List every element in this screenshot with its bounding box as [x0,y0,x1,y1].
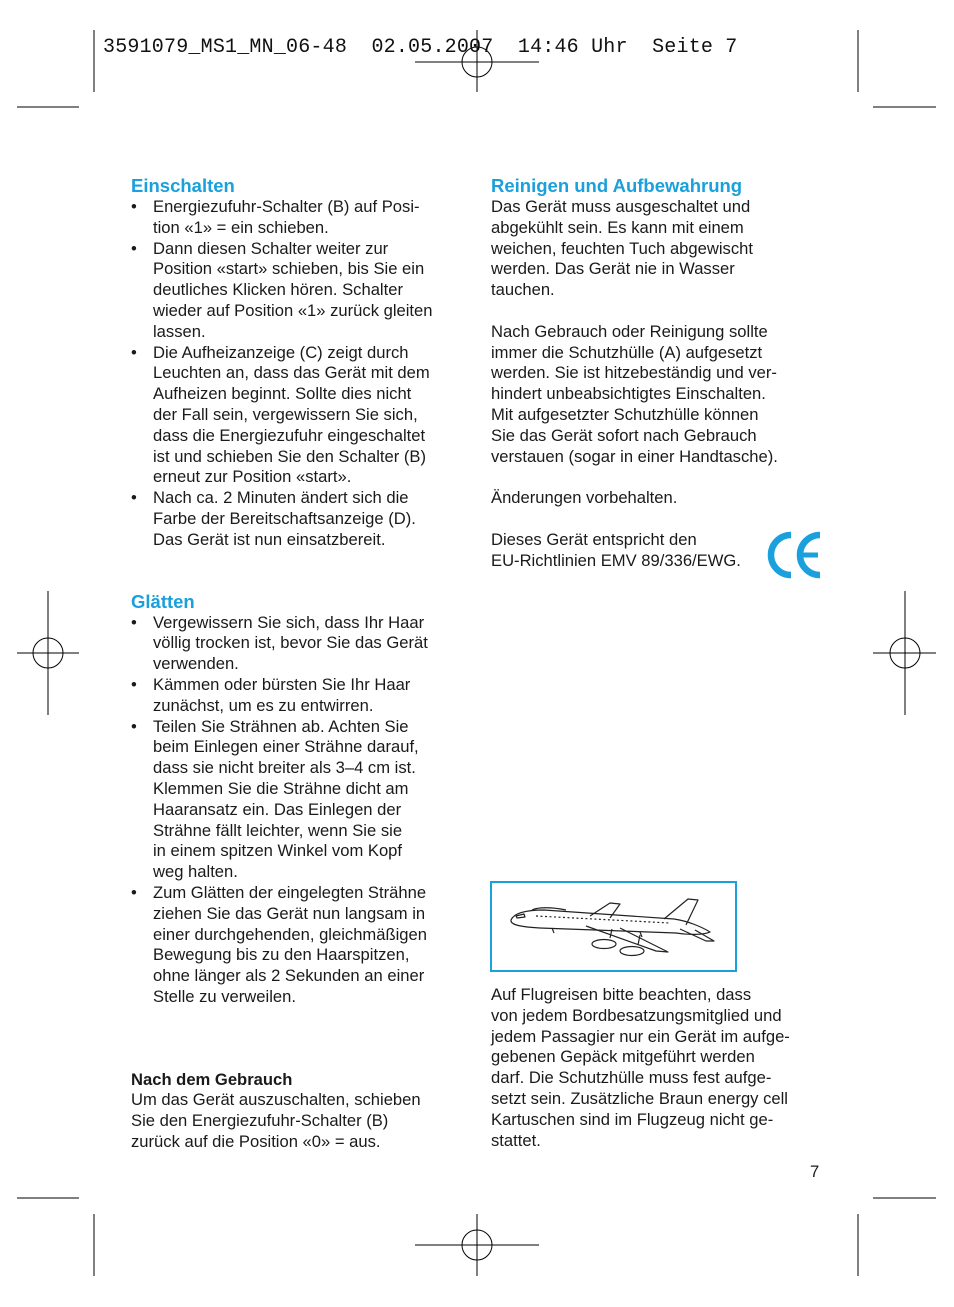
text-line: Aufheizen beginnt. Sollte dies nicht [153,384,412,404]
list-item [131,197,471,239]
text-line: tauchen. [491,280,555,300]
list-item [131,883,471,1008]
text-line: Stelle zu verweilen. [153,986,296,1006]
text-line: • Teilen Sie Strähnen ab. Achten Sie [153,716,409,736]
text-line: werden. Das Gerät nie in Wasser [491,259,735,279]
registration-mark-icon [873,591,936,715]
text-line: • Kämmen oder bürsten Sie Ihr Haar [153,674,411,694]
text-line: hindert unbeabsichtigtes Einschalten. [491,384,766,404]
text-line: Farbe der Bereitschaftsanzeige (D). [153,508,416,528]
text-line: gebenen Gepäck mitgeführt werden [491,1047,755,1067]
text-line: ist und schieben Sie den Schalter (B) [153,446,427,466]
list-item [131,717,471,883]
text-line: erneut zur Position «start». [153,467,352,487]
text-line: Das Gerät muss ausgeschaltet und [491,197,751,216]
text-line: wieder auf Position «1» zurück gleiten [153,300,433,320]
print-slug: 3591079_MS1_MN_06-48 02.05.2007 14:46 Uhr Seite 7 [103,36,738,59]
text-line: Haaransatz ein. Das Einlegen der [153,799,402,819]
text-line: deutliches Klicken hören. Schalter [153,280,403,300]
paragraph-nach-dem-gebrauch [131,1090,471,1152]
section-nach-dem-gebrauch [131,1070,471,1153]
text-line: Klemmen Sie die Strähne dicht am [153,778,409,798]
text-line: Das Gerät ist nun einsatzbereit. [153,529,386,549]
text-line: lassen. [153,321,206,341]
list-glaetten [131,613,471,1008]
text-line: zurück auf die Position «0» = aus. [131,1132,381,1152]
registration-mark-icon [415,1214,539,1276]
text-line: setzt sein. Zusätzliche Braun energy cell [491,1088,788,1108]
list-item [131,613,471,675]
page-number: 7 [810,1162,820,1181]
text-line: weg halten. [153,862,238,882]
text-line: Änderungen vorbehalten. [491,488,678,508]
text-line: der Fall sein, vergewissern Sie sich, [153,404,418,424]
text-line: Position «start» schieben, bis Sie ein [153,259,425,279]
section-reinigen [491,175,831,571]
airplane-illustration-frame [490,881,737,972]
text-line: werden. Sie ist hitzebeständig und ver- [491,363,777,383]
text-line: abgekühlt sein. Es kann mit einem [491,217,744,237]
section-glaetten [131,591,471,1008]
text-line: stattet. [491,1130,541,1150]
text-line: • Energiezufuhr-Schalter (B) auf Posi- [153,197,420,216]
text-line: einer durchgehenden, gleichmäßigen [153,924,427,944]
right-column [491,175,831,571]
text-line: völlig trocken ist, bevor Sie das Gerät [153,633,428,653]
text-line: Bewegung bis zu den Haarspitzen, [153,945,410,965]
text-line: verwenden. [153,654,239,674]
heading-nach-dem-gebrauch: Nach dem Gebrauch [131,1069,293,1089]
text-line: jedem Passagier nur ein Gerät im aufge- [491,1026,790,1046]
heading-glaetten: Glätten [131,590,195,612]
text-line: • Zum Glätten der eingelegten Strähne [153,882,427,902]
text-line: Mit aufgesetzter Schutzhülle können [491,404,759,424]
text-line: darf. Die Schutzhülle muss fest aufge- [491,1068,772,1088]
paragraph-reinigen-1 [491,197,831,301]
text-line: ohne länger als 2 Sekunden an einer [153,966,425,986]
text-line: zunächst, um es zu entwirren. [153,695,374,715]
text-line: Strähne fällt leichter, wenn Sie sie [153,820,403,840]
paragraph-reinigen-2 [491,322,831,468]
text-line: Nach Gebrauch oder Reinigung sollte [491,321,768,341]
text-line: Auf Flugreisen bitte beachten, dass [491,985,752,1004]
registration-mark-icon [17,591,79,715]
text-line: Dieses Gerät entspricht den [491,529,697,549]
text-line: Kartuschen sind im Flugzeug nicht ge- [491,1109,774,1129]
list-item [131,343,471,489]
text-line: verstauen (sogar in einer Handtasche). [491,446,778,466]
paragraph-flugreisen [491,985,831,1151]
ce-mark-icon [766,529,824,581]
text-line: • Vergewissern Sie sich, dass Ihr Haar [153,612,425,632]
text-line: Leuchten an, dass das Gerät mit dem [153,363,430,383]
list-item [131,675,471,717]
text-line: Sie den Energiezufuhr-Schalter (B) [131,1111,389,1131]
text-line: tion «1» = ein schieben. [153,217,329,237]
text-line: ziehen Sie das Gerät nun langsam in [153,903,426,923]
text-line: • Nach ca. 2 Minuten ändert sich die [153,488,409,508]
text-line: EU-Richtlinien EMV 89/336/EWG. [491,550,741,570]
left-column [131,175,471,1153]
text-line: • Dann diesen Schalter weiter zur [153,238,389,258]
flight-notice [491,985,831,1151]
heading-einschalten: Einschalten [131,175,235,196]
text-line: beim Einlegen einer Strähne darauf, [153,737,419,757]
text-line: weichen, feuchten Tuch abgewischt [491,238,753,258]
text-line: von jedem Bordbesatzungsmitglied und [491,1005,782,1025]
section-einschalten [131,175,471,551]
text-line: in einem spitzen Winkel vom Kopf [153,841,403,861]
text-line: • Die Aufheizanzeige (C) zeigt durch [153,342,409,362]
text-line: dass sie nicht breiter als 3–4 cm ist. [153,758,416,778]
text-line: Um das Gerät auszuschalten, schieben [131,1090,421,1110]
list-einschalten [131,197,471,551]
airplane-icon [492,883,735,970]
text-line: dass die Energiezufuhr eingeschaltet [153,425,426,445]
text-line: immer die Schutzhülle (A) aufgesetzt [491,342,763,362]
heading-reinigen: Reinigen und Aufbewahrung [491,175,743,196]
text-line: Sie das Gerät sofort nach Gebrauch [491,425,757,445]
paragraph-aenderungen [491,488,831,509]
list-item [131,488,471,550]
list-item [131,239,471,343]
